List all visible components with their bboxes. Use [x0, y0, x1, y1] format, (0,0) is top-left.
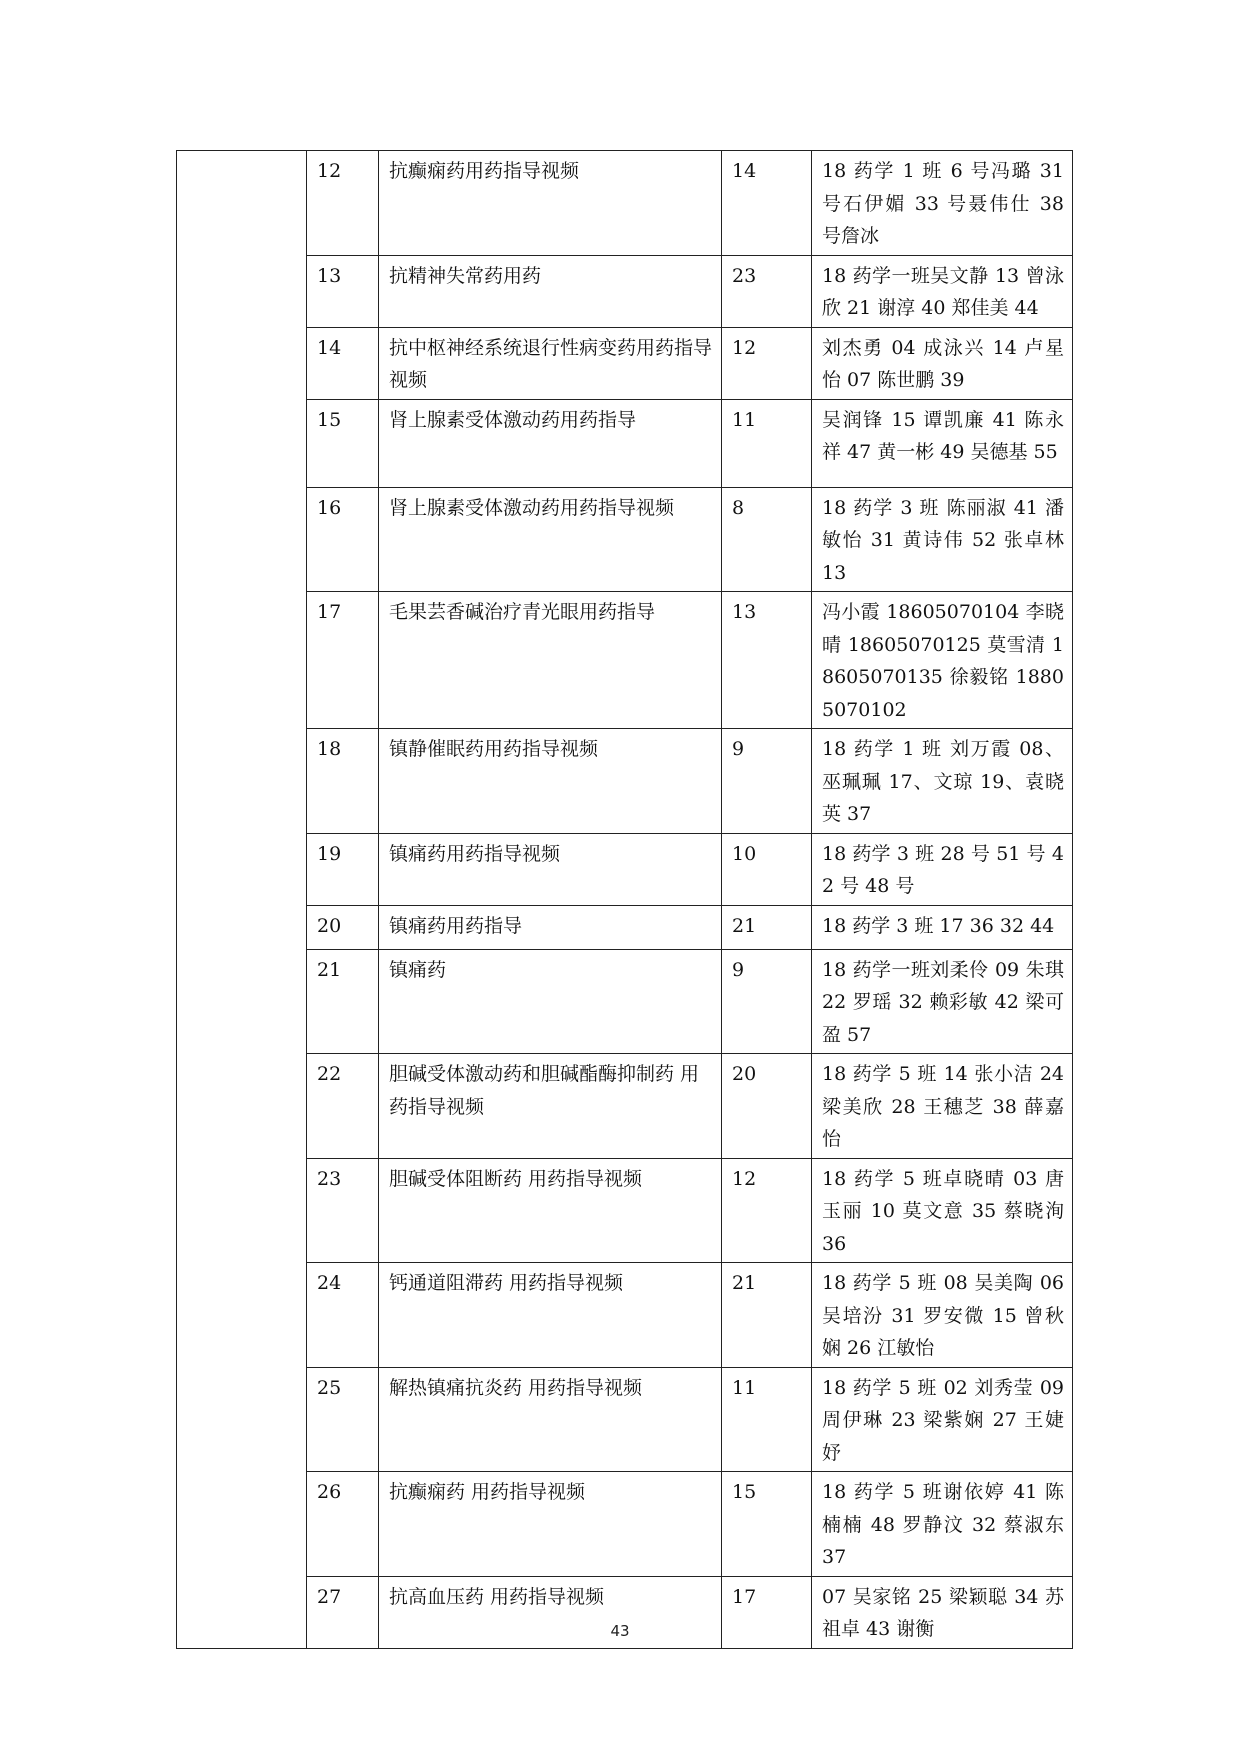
table-row — [177, 833, 1073, 905]
count-cell: 11 — [722, 1367, 812, 1472]
members-cell: 18 药学 5 班 02 刘秀莹 09 周伊琳 23 梁紫娴 27 王婕妤 — [812, 1367, 1073, 1472]
project-table-body — [177, 151, 1073, 1649]
row-number-cell: 12 — [307, 151, 379, 256]
project-title-cell: 抗癫痫药 用药指导视频 — [379, 1472, 722, 1577]
project-title-cell: 钙通道阻滞药 用药指导视频 — [379, 1263, 722, 1368]
members-cell: 18 药学 5 班谢依婷 41 陈楠楠 48 罗静汶 32 蔡淑东 37 — [812, 1472, 1073, 1577]
table-row — [177, 905, 1073, 949]
members-cell: 18 药学一班吴文静 13 曾泳欣 21 谢淳 40 郑佳美 44 — [812, 255, 1073, 327]
table-row — [177, 949, 1073, 1054]
count-cell: 12 — [722, 327, 812, 399]
members-cell: 冯小霞 18605070104 李晓晴 18605070125 莫雪清 18605070135 徐毅铭 18805070102 — [812, 592, 1073, 729]
members-cell: 18 药学 5 班 08 吴美陶 06 吴培汾 31 罗安微 15 曾秋娴 26 江敏怡 — [812, 1263, 1073, 1368]
table-row — [177, 487, 1073, 592]
count-cell: 17 — [722, 1576, 812, 1648]
count-cell: 12 — [722, 1158, 812, 1263]
row-number-cell: 23 — [307, 1158, 379, 1263]
table-row — [177, 255, 1073, 327]
members-cell: 18 药学 3 班 17 36 32 44 — [812, 905, 1073, 949]
members-cell: 18 药学 1 班 6 号冯璐 31 号石伊媚 33 号聂伟仕 38 号詹冰 — [812, 151, 1073, 256]
count-cell: 13 — [722, 592, 812, 729]
members-cell: 18 药学 5 班 14 张小洁 24 梁美欣 28 王穗芝 38 薛嘉怡 — [812, 1054, 1073, 1159]
row-number-cell: 21 — [307, 949, 379, 1054]
count-cell: 11 — [722, 399, 812, 487]
row-number-cell: 18 — [307, 729, 379, 834]
table-row — [177, 592, 1073, 729]
members-cell: 吴润锋 15 谭凯廉 41 陈永祥 47 黄一彬 49 吴德基 55 — [812, 399, 1073, 487]
row-number-cell: 13 — [307, 255, 379, 327]
project-title-cell: 抗精神失常药用药 — [379, 255, 722, 327]
row-number-cell: 24 — [307, 1263, 379, 1368]
project-title-cell: 胆碱受体阻断药 用药指导视频 — [379, 1158, 722, 1263]
row-number-cell: 16 — [307, 487, 379, 592]
count-cell: 21 — [722, 905, 812, 949]
members-cell: 18 药学 3 班 陈丽淑 41 潘敏怡 31 黄诗伟 52 张卓林 13 — [812, 487, 1073, 592]
project-title-cell: 解热镇痛抗炎药 用药指导视频 — [379, 1367, 722, 1472]
project-title-cell: 肾上腺素受体激动药用药指导 — [379, 399, 722, 487]
members-cell: 18 药学一班刘柔伶 09 朱琪 22 罗瑶 32 赖彩敏 42 梁可盈 57 — [812, 949, 1073, 1054]
count-cell: 10 — [722, 833, 812, 905]
members-cell: 18 药学 5 班卓晓晴 03 唐玉丽 10 莫文意 35 蔡晓洵 36 — [812, 1158, 1073, 1263]
project-title-cell: 肾上腺素受体激动药用药指导视频 — [379, 487, 722, 592]
project-title-cell: 抗高血压药 用药指导视频 — [379, 1576, 722, 1648]
table-row — [177, 729, 1073, 834]
table-row — [177, 1263, 1073, 1368]
project-title-cell: 镇痛药用药指导视频 — [379, 833, 722, 905]
page-number: 43 — [610, 1622, 630, 1640]
project-title-cell: 镇痛药用药指导 — [379, 905, 722, 949]
count-cell: 23 — [722, 255, 812, 327]
count-cell: 14 — [722, 151, 812, 256]
table-row — [177, 1367, 1073, 1472]
project-title-cell: 毛果芸香碱治疗青光眼用药指导 — [379, 592, 722, 729]
project-table — [176, 150, 1073, 1649]
members-cell: 18 药学 1 班 刘万霞 08、巫珮珮 17、文琼 19、袁晓英 37 — [812, 729, 1073, 834]
project-title-cell: 抗中枢神经系统退行性病变药用药指导视频 — [379, 327, 722, 399]
project-title-cell: 胆碱受体激动药和胆碱酯酶抑制药 用药指导视频 — [379, 1054, 722, 1159]
table-row — [177, 1472, 1073, 1577]
count-cell: 9 — [722, 729, 812, 834]
row-number-cell: 26 — [307, 1472, 379, 1577]
table-row — [177, 327, 1073, 399]
project-title-cell: 镇静催眠药用药指导视频 — [379, 729, 722, 834]
merged-category-cell — [177, 151, 307, 1649]
project-title-cell: 镇痛药 — [379, 949, 722, 1054]
table-row — [177, 399, 1073, 487]
count-cell: 9 — [722, 949, 812, 1054]
count-cell: 15 — [722, 1472, 812, 1577]
table-row — [177, 151, 1073, 256]
row-number-cell: 19 — [307, 833, 379, 905]
row-number-cell: 25 — [307, 1367, 379, 1472]
row-number-cell: 20 — [307, 905, 379, 949]
project-title-cell: 抗癫痫药用药指导视频 — [379, 151, 722, 256]
row-number-cell: 22 — [307, 1054, 379, 1159]
table-row — [177, 1158, 1073, 1263]
row-number-cell: 27 — [307, 1576, 379, 1648]
count-cell: 20 — [722, 1054, 812, 1159]
row-number-cell: 14 — [307, 327, 379, 399]
count-cell: 21 — [722, 1263, 812, 1368]
table-row — [177, 1054, 1073, 1159]
row-number-cell: 15 — [307, 399, 379, 487]
row-number-cell: 17 — [307, 592, 379, 729]
members-cell: 18 药学 3 班 28 号 51 号 42 号 48 号 — [812, 833, 1073, 905]
count-cell: 8 — [722, 487, 812, 592]
members-cell: 刘杰勇 04 成泳兴 14 卢星怡 07 陈世鹏 39 — [812, 327, 1073, 399]
members-cell: 07 吴家铭 25 梁颖聪 34 苏祖卓 43 谢衡 — [812, 1576, 1073, 1648]
